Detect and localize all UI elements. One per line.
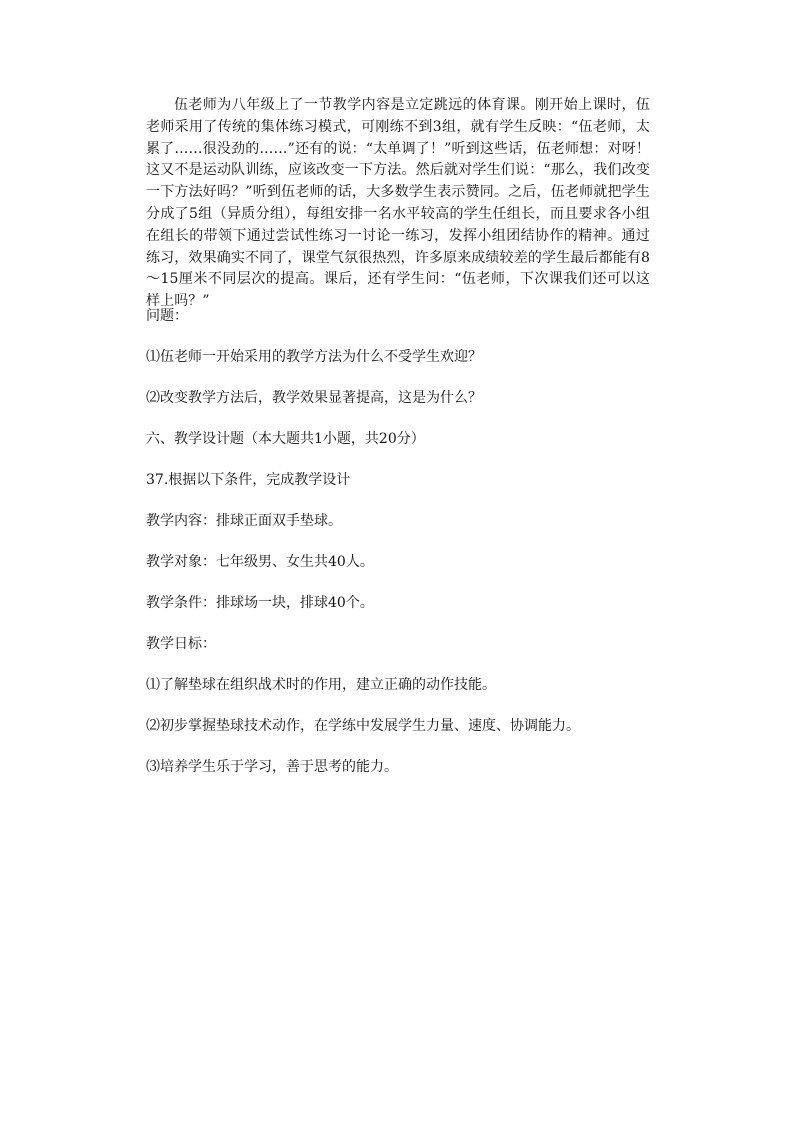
objective-2: ⑵初步掌握垫球技术动作，在学练中发展学生力量、速度、协调能力。 — [146, 718, 580, 734]
teaching-content: 教学内容：排球正面双手垫球。 — [146, 513, 342, 529]
question-2: ⑵改变教学方法后，教学效果显著提高，这是为什么？ — [146, 390, 482, 406]
case-passage: 伍老师为八年级上了一节教学内容是立定跳远的体育课。刚开始上课时，伍老师采用了传统的集体练习模式，可刚练不到3组，就有学生反映：“伍老师，太累了……很没劲的……”还有的说：“太单调了！”听到这些话，伍老师想：对呀！这又不是运动队训练，应该改变一下方法。然后就对学生们说：“那么，我们改变一下方法好吗？”听到伍老师的话，大多数学生表示赞同。之后，伍老师就把学生分成了5组（异质分组），每组安排一名水平较高的学生任组长，而且要求各小组在组长的带领下通过尝试性练习一讨论一练习，发挥小组团结协作的精神。通过练习，效果确实不同了，课堂气氛很热烈，许多原来成绩较差的学生最后都能有8～15厘米不同层次的提高。课后，还有学生问：“伍老师，下次课我们还可以这样上吗？” — [146, 97, 650, 310]
teaching-conditions: 教学条件：排球场一块，排球40个。 — [146, 595, 374, 611]
objective-1: ⑴了解垫球在组织战术时的作用，建立正确的动作技能。 — [146, 677, 496, 693]
section-heading: 六、教学设计题（本大题共1小题，共20分） — [146, 431, 425, 447]
teaching-audience: 教学对象：七年级男、女生共40人。 — [146, 554, 374, 570]
objectives-label: 教学日标： — [146, 636, 216, 652]
question-1: ⑴伍老师一开始采用的教学方法为什么不受学生欢迎？ — [146, 349, 482, 365]
document-page — [146, 95, 650, 775]
task-37: 37.根据以下条件，完成教学设计 — [146, 472, 351, 488]
objective-3: ⑶培养学生乐于学习，善于思考的能力。 — [146, 759, 398, 775]
questions-label: 问题： — [146, 308, 188, 324]
